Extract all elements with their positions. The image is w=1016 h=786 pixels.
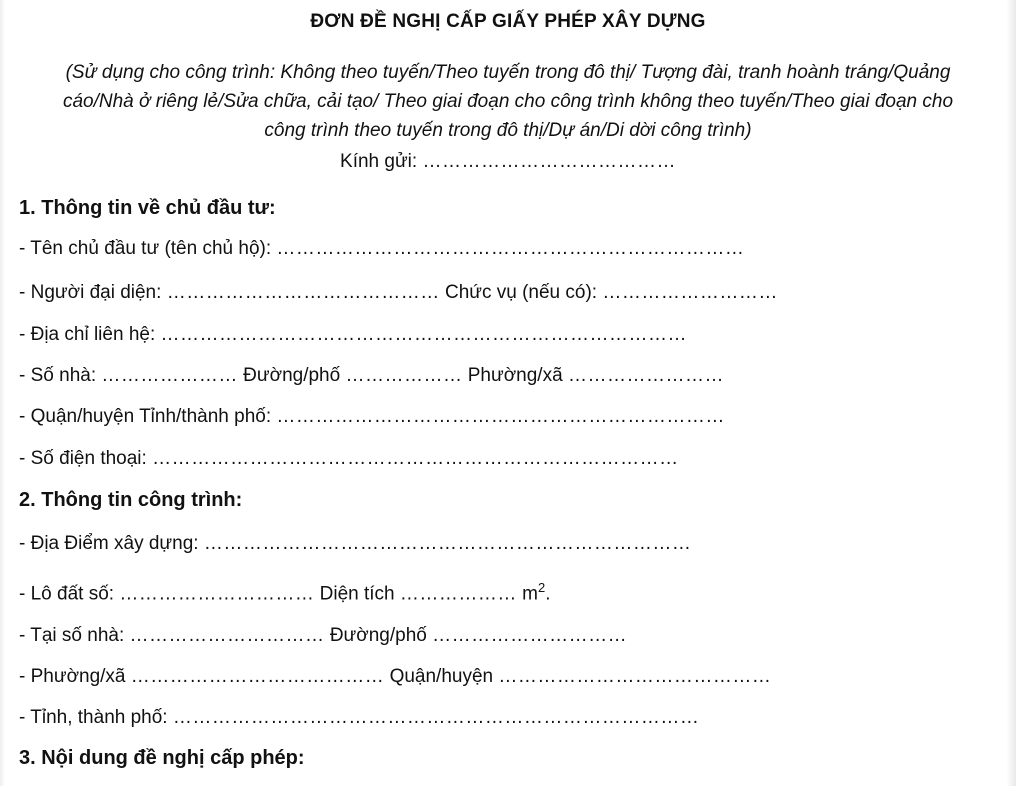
work-ward-field[interactable]: ………………………………… xyxy=(130,666,385,687)
document-subtitle: (Sử dụng cho công trình: Không theo tuyến/Theo tuyến trong đô thị/ Tượng đài, tranh hoành tráng/Quảng cáo/Nhà ở riêng lẻ/Sửa chữa, cải tạo/ Theo giai đoạn cho công trình không theo tuyến/Theo giai đoạn cho công trình theo tuyến trong đô thị/Dự án/Di dời công trình) xyxy=(62,62,954,141)
contact-address-label: - Địa chỉ liên hệ: xyxy=(19,324,161,345)
house-number-label: - Số nhà: xyxy=(19,365,102,386)
section-2-heading: 2. Thông tin công trình: xyxy=(19,489,243,511)
page-left-edge xyxy=(0,0,5,786)
at-house-line xyxy=(19,625,627,647)
section-1-heading: 1. Thông tin về chủ đầu tư: xyxy=(19,197,276,219)
owner-name-line xyxy=(19,238,744,260)
at-house-label: - Tại số nhà: xyxy=(19,625,130,646)
lot-field[interactable]: ………………………… xyxy=(119,583,315,605)
district-province-label: - Quận/huyện Tỉnh/thành phố: xyxy=(19,406,277,427)
phone-field[interactable]: ……………………………………………………………………… xyxy=(152,448,679,469)
representative-label: - Người đại diện: xyxy=(19,282,167,303)
district-province-line xyxy=(19,406,725,428)
work-street-label: Đường/phố xyxy=(324,625,433,646)
representative-field[interactable]: …………………………………… xyxy=(166,282,440,303)
ward-field[interactable]: …………………… xyxy=(567,365,724,386)
recipient-line xyxy=(0,151,1016,173)
position-field[interactable]: ……………………… xyxy=(602,282,778,303)
representative-line xyxy=(19,282,778,304)
work-street-field[interactable]: ………………………… xyxy=(432,625,628,646)
document-title: ĐƠN ĐỀ NGHỊ CẤP GIẤY PHÉP XÂY DỰNG xyxy=(310,11,706,32)
street-label: Đường/phố xyxy=(237,365,346,386)
work-province-field[interactable]: ……………………………………………………………………… xyxy=(172,707,700,728)
work-province-line xyxy=(19,707,699,729)
lot-line xyxy=(19,580,551,605)
work-district-label: Quận/huyện xyxy=(384,666,499,687)
owner-name-label: - Tên chủ đầu tư (tên chủ hộ): xyxy=(19,238,277,259)
section-3-heading: 3. Nội dung đề nghị cấp phép: xyxy=(19,747,305,769)
construction-location-field[interactable]: ………………………………………………………………… xyxy=(203,533,692,554)
street-field[interactable]: ……………… xyxy=(345,365,463,386)
phone-label: - Số điện thoại: xyxy=(19,448,153,469)
area-field[interactable]: ……………… xyxy=(399,583,517,605)
page-right-edge xyxy=(1006,0,1016,786)
construction-location-line xyxy=(19,533,691,555)
work-ward-line xyxy=(19,666,771,688)
area-unit-exponent: 2 xyxy=(538,580,546,595)
house-number-field[interactable]: ………………… xyxy=(101,365,238,386)
work-district-field[interactable]: …………………………………… xyxy=(498,666,772,687)
contact-address-field[interactable]: ……………………………………………………………………… xyxy=(160,324,688,345)
area-label: Diện tích xyxy=(314,583,400,605)
position-label: Chức vụ (nếu có): xyxy=(439,282,603,303)
phone-line xyxy=(19,448,679,470)
recipient-field[interactable]: ………………………………… xyxy=(422,151,676,172)
recipient-label: Kính gửi: xyxy=(340,151,423,172)
contact-address-line xyxy=(19,324,687,346)
work-province-label: - Tỉnh, thành phố: xyxy=(19,707,173,728)
ward-label: Phường/xã xyxy=(462,365,568,386)
district-province-field[interactable]: …………………………………………………………… xyxy=(276,406,725,427)
owner-name-field[interactable]: ……………………………………………………………… xyxy=(276,238,745,259)
lot-label: - Lô đất số: xyxy=(19,583,120,605)
area-unit-end: . xyxy=(545,583,551,605)
house-number-line xyxy=(19,365,724,387)
construction-location-label: - Địa Điểm xây dựng: xyxy=(19,533,204,554)
at-house-field[interactable]: ………………………… xyxy=(129,625,325,646)
area-unit: m xyxy=(516,583,538,605)
work-ward-label: - Phường/xã xyxy=(19,666,131,687)
